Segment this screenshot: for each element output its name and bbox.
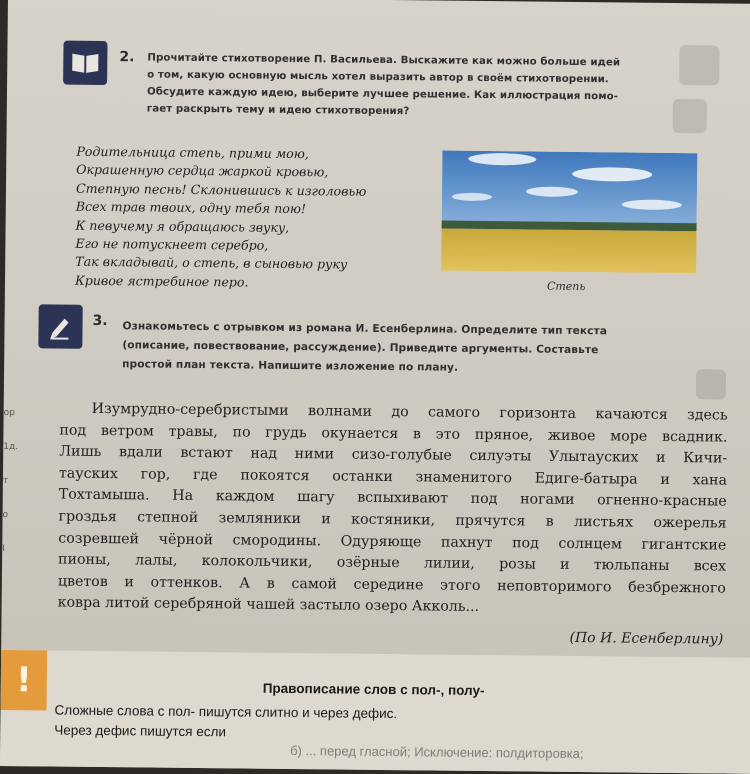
task-2-line: гает раскрыть тему и идею стихотворения?: [146, 103, 410, 118]
excerpt-line: Изумрудно-серебристыми волнами до самого горизонта качаются здесь: [91, 400, 728, 424]
exclamation-icon: !: [1, 650, 48, 710]
novel-excerpt: [58, 399, 728, 622]
faded-icon-right: [679, 45, 719, 85]
steppe-illustration: [441, 151, 697, 274]
margin-fragments: [2, 396, 18, 566]
excerpt-line: Лишь вдали встают над ними сизо-голубые силуэты Улытауских и Кичи-: [59, 443, 728, 467]
task-3-number: 3.: [92, 312, 108, 330]
excerpt-line: тауских гор, где покоятся останки знаменитого Едиге-батыра и хана: [58, 465, 728, 489]
book-icon: [63, 41, 107, 85]
faded-icon-right: [696, 369, 726, 399]
task-3-line: Ознакомьтесь с отрывком из романа И. Есенберлина. Определите тип текста: [122, 320, 608, 338]
excerpt-line: гроздья степной земляники и костяники, прячутся в листьях ожерелья: [58, 508, 727, 532]
poem-line: К певучему я обращаюсь звуку,: [75, 217, 290, 235]
margin-fragment: т: [2, 475, 9, 487]
excerpt-line: ковра литой серебряной чашей застыло озеро Акколь...: [57, 594, 480, 616]
poem-line: Всех трав твоих, одну тебя пою!: [75, 198, 307, 217]
rule-line-cut: б) ... перед гласной; Исключение: полдиторовка;: [290, 742, 584, 762]
margin-fragment: I: [2, 543, 5, 554]
excerpt-line: Тохтамыша. На каждом шагу вспыхивают под ногами огненно-красные: [58, 486, 727, 510]
task-3-line: (описание, повествование, рассуждение). Приведите аргументы. Составьте: [122, 339, 599, 357]
poem-line: Так вкладывай, о степь, в сыновью руку: [75, 254, 348, 273]
task-2-line: Прочитайте стихотворение П. Васильева. Выскажите как можно больше идей: [147, 52, 621, 69]
illustration-caption: Степь: [546, 279, 586, 294]
poem-line: Родительница степь, прими мою,: [76, 143, 309, 162]
margin-fragment: о: [2, 509, 9, 521]
task-2-line: Обсудите каждую идею, выберите лучшее решение. Как иллюстрация помо-: [146, 86, 619, 103]
excerpt-line: пионы, лалы, колокольчики, озёрные лилии, розы и тюльпаны всех: [58, 551, 727, 575]
poem-line: Кривое ястребиное перо.: [74, 272, 249, 290]
rule-line: Сложные слова с пол- пишутся слитно и через дефис.: [54, 702, 398, 722]
rule-title: Правописание слов с пол-, полу-: [262, 680, 485, 699]
task-2-number: 2.: [119, 49, 135, 66]
faded-icon-right: [673, 99, 707, 133]
margin-fragment: 1д.: [3, 441, 19, 453]
rule-line: Через дефис пишутся если: [54, 722, 227, 740]
pencil-icon: [38, 304, 82, 348]
margin-fragment: ор: [3, 407, 15, 419]
poem-line: Степную песнь! Склонившись к изголовью: [75, 180, 367, 199]
excerpt-source: (По И. Есенберлину): [569, 629, 724, 648]
task-3-text: [122, 317, 607, 379]
task-2-line: о том, какую основную мысль хотел выразить автор в своём стихотворении.: [147, 69, 609, 86]
poem-line: Его не потускнеет серебро,: [75, 235, 269, 253]
excerpt-line: под ветром травы, по грудь окунается в это пряное, живое море всадник.: [59, 422, 728, 446]
poem-line: Окрашенную сердца жаркой кровью,: [76, 162, 329, 180]
poem: [75, 143, 447, 294]
excerpt-line: созревшей чёрной смородины. Одуряюще пахнут под солнцем гигантские: [58, 530, 727, 554]
task-2-text: [147, 49, 621, 122]
task-3-line: простой план текста. Напишите изложение по плану.: [122, 358, 459, 374]
excerpt-line: цветов и оттенков. А в самой середине этого неповторимого безбрежного: [57, 573, 726, 597]
